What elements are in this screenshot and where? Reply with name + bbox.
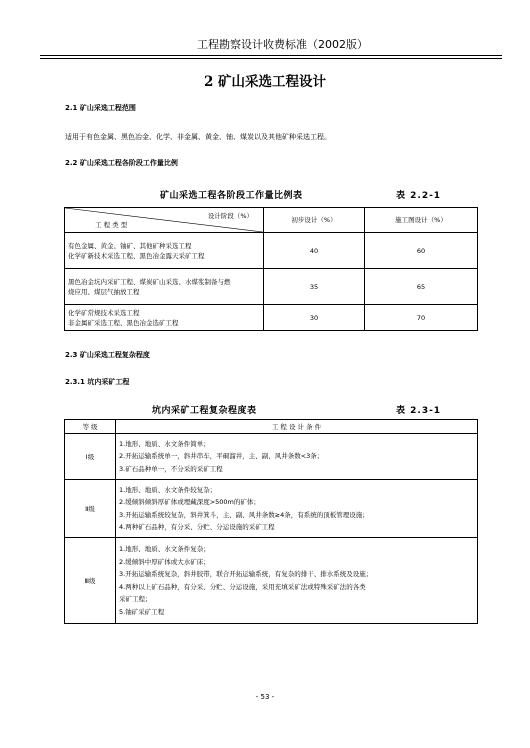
construct-cell: 70: [365, 305, 478, 331]
prelim-cell: 30: [264, 305, 365, 331]
condition-line: 5.铀矿采矿工程: [119, 607, 165, 616]
header-conditions: 工 程 设 计 条 件: [116, 420, 478, 434]
condition-line: 2.开拓运输系统单一，斜井串车，平硐溜井，主、副、风井条数<3条；: [119, 452, 324, 461]
page-number: - 53 -: [255, 693, 275, 701]
type-line: 非金属矿采选工程、黑色冶金选矿工程: [68, 318, 179, 327]
prelim-cell: 40: [264, 233, 365, 269]
table-row: [65, 269, 478, 305]
construct-cell: 65: [365, 269, 478, 305]
condition-line: 1.地形、地质、水文条件简单；: [119, 439, 210, 448]
type-cell: [65, 233, 264, 269]
condition-line: 3.矿石品种单一，不分采的采矿工程: [119, 464, 223, 473]
conditions-cell: [116, 480, 478, 538]
condition-line: 3.开拓运输系统复杂，斜井胶带，联合开拓运输系统，有复杂的排干、排水系统及设施；: [119, 570, 373, 578]
condition-line: 1.地形、地质、水文条件较复杂；: [119, 485, 217, 494]
header-prelim: 初步设计（%）: [264, 208, 365, 233]
section-2-1-text: 适用于有色金属、黑色冶金、化学、非金属、黄金、铀、煤炭以及其他矿种采选工程。: [65, 133, 331, 141]
level-cell: Ⅱ级: [65, 480, 116, 538]
type-line: 烧应用、煤层气抽放工程: [68, 287, 140, 296]
table-row: [65, 434, 478, 480]
workload-ratio-table: [64, 207, 478, 331]
type-line: 化学矿常规技术采选工程: [68, 308, 140, 317]
type-line: 化学矿新技术采选工程、黑色冶金露天采矿工程: [68, 251, 205, 260]
condition-line: 4.两种矿石品种，有分采、分贮、分运设施的采矿工程: [119, 523, 275, 531]
section-2-3-1-heading: 2.3.1 坑内采矿工程: [65, 378, 130, 386]
header-rule: [40, 55, 502, 56]
header-rule-thin: [40, 58, 502, 59]
type-cell: [65, 269, 264, 305]
condition-line: 4.两种以上矿石品种，有分采、分贮、分运设施，采用充填采矿法或特殊采矿法的各类: [119, 582, 366, 591]
type-cell: [65, 305, 264, 331]
diagonal-header-cell: [65, 208, 264, 233]
table-2-3-1-caption: 坑内采矿工程复杂程度表: [152, 406, 257, 416]
level-cell: Ⅰ级: [65, 434, 116, 480]
header-design-stage: 设计阶段（%）: [207, 212, 253, 220]
level-cell: Ⅲ级: [65, 538, 116, 624]
header-level: 等 级: [65, 420, 116, 434]
section-2-3-heading: 2.3 矿山采选工程复杂程度: [65, 351, 150, 359]
section-2-1-heading: 2.1 矿山采选工程范围: [65, 104, 136, 112]
table-2-2-1-number: 表 2.2-1: [396, 191, 442, 201]
condition-line: 3.开拓运输系统较复杂，斜井箕斗，主、副、风井条数≥4条，有系统的顶板管理设施；: [119, 510, 369, 519]
conditions-cell: [116, 538, 478, 624]
table-row: [65, 233, 478, 269]
chapter-title: 2 矿山采选工程设计: [203, 74, 327, 90]
header-project-type: 工 程 类 型: [95, 221, 128, 229]
condition-line: 2.缓倾斜倾斜厚矿体或埋藏深度>500m的矿体；: [119, 498, 260, 506]
running-header: 工程勘察设计收费标准（2002版）: [197, 38, 368, 51]
construct-cell: 60: [365, 233, 478, 269]
condition-line: 1.地形、地质、水文条件复杂；: [119, 545, 210, 553]
header-construct: 施工图设计（%）: [365, 208, 478, 233]
condition-line: 采矿工程；: [119, 595, 152, 603]
table-row: [65, 538, 478, 624]
table-row: [65, 480, 478, 538]
table-header-row: [65, 420, 478, 434]
table-row: [65, 305, 478, 331]
conditions-cell: [116, 434, 478, 480]
table-2-2-1-caption: 矿山采选工程各阶段工作量比例表: [160, 191, 303, 201]
prelim-cell: 35: [264, 269, 365, 305]
table-2-3-1-number: 表 2.3-1: [396, 406, 442, 416]
type-line: 有色金属、黄金、铀矿、其他矿种采选工程: [68, 241, 192, 250]
table-header-row: [65, 208, 478, 233]
type-line: 黑色冶金坑内采矿工程、煤炭矿山采选、水煤浆制备与燃: [68, 277, 231, 286]
section-2-2-heading: 2.2 矿山采选工程各阶段工作量比例: [65, 159, 178, 167]
condition-line: 2.缓倾斜中厚矿体或大水矿床；: [119, 557, 210, 566]
complexity-table: [64, 419, 478, 624]
